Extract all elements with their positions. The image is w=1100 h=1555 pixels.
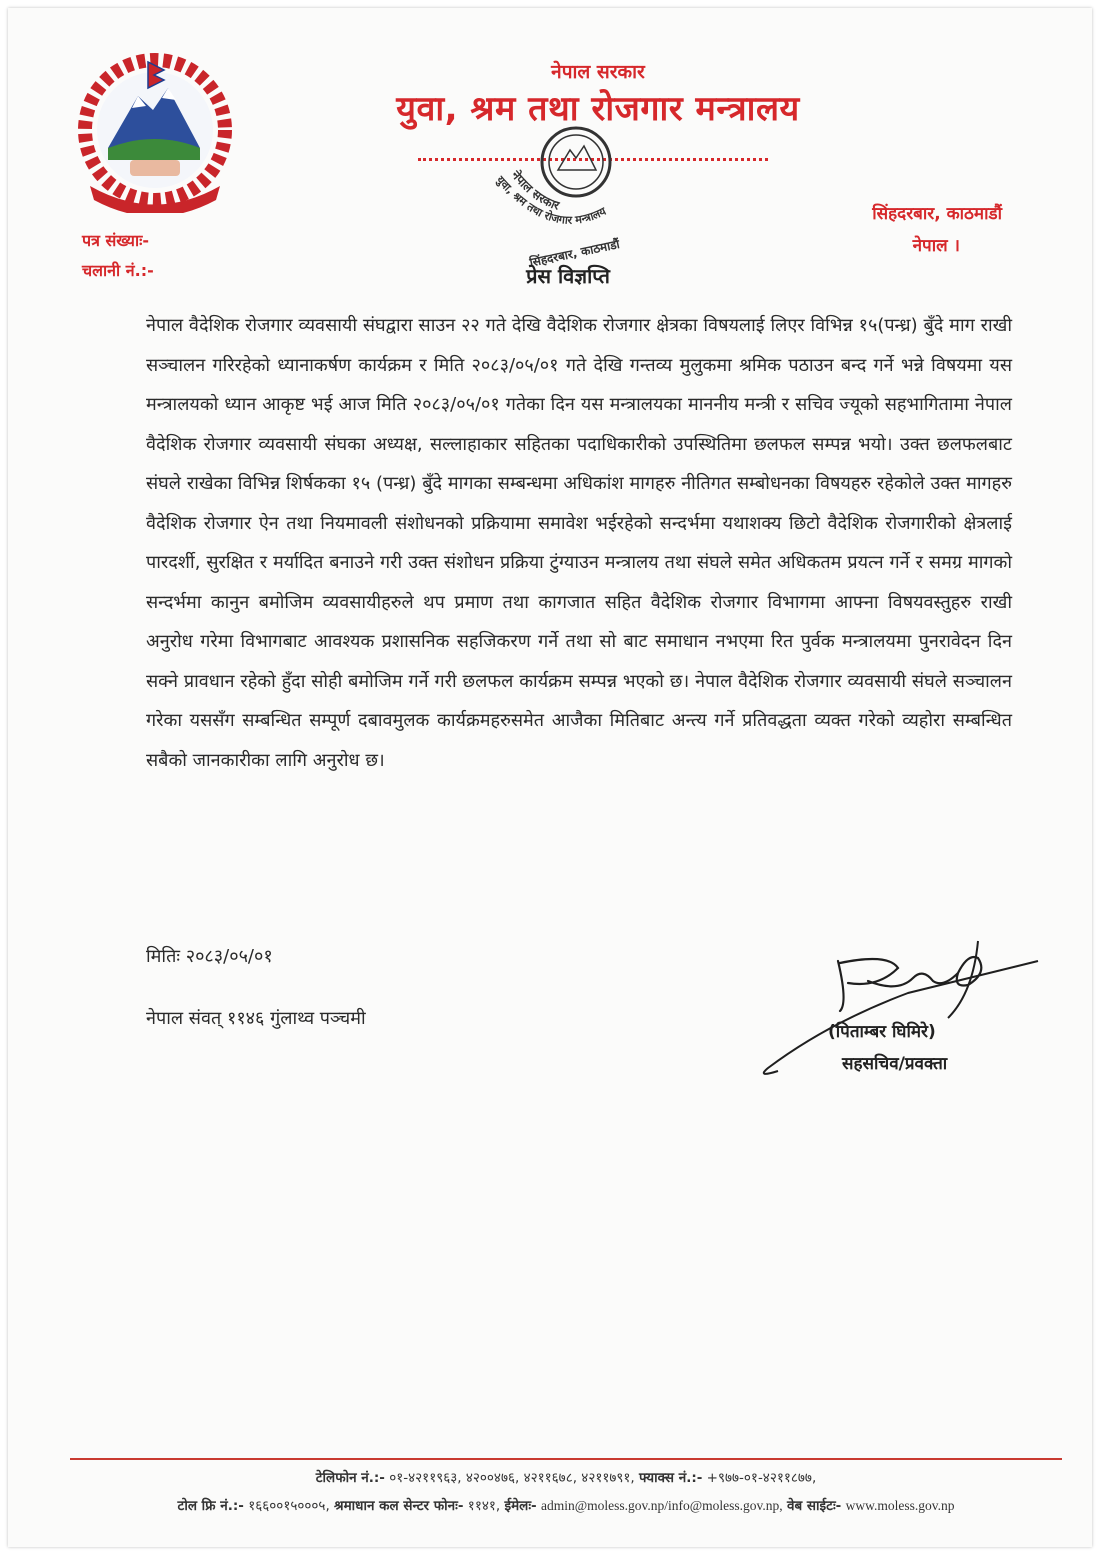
footer-contact-line-1 xyxy=(70,1468,1062,1486)
letter-sheet xyxy=(8,8,1092,1547)
stamp-text-ministry: युवा, श्रम तथा रोजगार मन्त्रालय xyxy=(493,173,609,227)
stamp-text-location: सिंहदरबार, काठमाडौं xyxy=(528,236,621,270)
footer-contact-line-2 xyxy=(70,1496,1062,1514)
nepal-coat-of-arms-icon xyxy=(68,48,243,213)
signatory-block xyxy=(828,1016,1008,1080)
callcenter-number: ११४१, xyxy=(467,1498,501,1514)
government-heading: नेपाल सरकार xyxy=(551,61,645,83)
dispatch-number-label: चलानी नं.:- xyxy=(82,261,154,280)
address-line-1: सिंहदरबार, काठमाडौं xyxy=(872,204,1002,224)
phone-numbers: ०१-४२११९६३, ४२००४७६, ४२११६७८, ४२११७९१, xyxy=(389,1470,635,1486)
issue-date: मितिः २०८३/०५/०१ xyxy=(146,946,273,967)
phone-label: टेलिफोन नं.:- xyxy=(315,1470,385,1486)
ministry-seal-icon xyxy=(476,120,666,270)
press-release-body: नेपाल वैदेशिक रोजगार व्यवसायी संघद्वारा साउन २२ गते देखि वैदेशिक रोजगार क्षेत्रका विषयलाई लिएर विभिन्न १५(पन्ध्र) बुँदे माग राखी सञ्चालन गरिरहेको ध्यानाकर्षण कार्यक्रम र मिति २०८३/०५/०१ गते देखि गन्तव्य मुलुकमा श्रमिक पठाउन बन्द गर्ने भन्ने विषयमा यस मन्त्रालयको ध्यान आकृष्ट भई आज मिति २०८३/०५/०१ गतेका दिन यस मन्त्रालयका माननीय मन्त्री र सचिव ज्यूको सहभागितामा नेपाल वैदेशिक रोजगार व्यवसायी संघका अध्यक्ष, सल्लाहाकार सहितका पदाधिकारीको उपस्थितिमा छलफल सम्पन्न भयो। उक्त छलफलबाट संघले राखेका विभिन्न शिर्षकका १५ (पन्ध्र) बुँदे मागका सम्बन्धमा अधिकांश मागहरु नीतिगत सम्बोधनका विषयहरु रहेकोले उक्त मागहरु वैदेशिक रोजगार ऐन तथा नियमावली संशोधनको प्रक्रियामा समावेश भईरहेको सन्दर्भमा यथाशक्य छिटो वैदेशिक रोजगारीको क्षेत्रलाई पारदर्शी, सुरक्षित र मर्यादित बनाउने गरी उक्त संशोधन प्रक्रिया टुंग्याउन मन्त्रालय तथा संघले समेत अधिकतम प्रयत्न गर्ने र समग्र मागको सन्दर्भमा कानुन बमोजिम व्यवसायीहरुले थप प्रमाण तथा कागजात सहित वैदेशिक रोजगार विभागमा आफ्ना विषयवस्तुहरु राखी अनुरोध गरेमा विभागबाट आवश्यक प्रशासनिक सहजिकरण गर्ने तथा सो बाट समाधान नभएमा रित पुर्वक मन्त्रालयमा पुनरावेदन दिन सक्ने प्रावधान रहेको हुँदा सोही बमोजिम गर्ने गरी छलफल कार्यक्रम सम्पन्न भएको छ। नेपाल वैदेशिक रोजगार व्यवसायी संघले सञ्चालन गरेका यससँग सम्बन्धित सम्पूर्ण दबावमुलक कार्यक्रमहरुसमेत आजैका मितिबाट अन्त्य गर्ने प्रतिवद्धता व्यक्त गरेको व्यहोरा सम्बन्धित सबैको जानकारीका लागि अनुरोध छ। xyxy=(146,315,1012,771)
fax-number: +९७७-०१-४२११८७७, xyxy=(706,1470,817,1486)
nepal-samvat-date: नेपाल संवत् ११४६ गुंलाथ्व पञ्चमी xyxy=(146,1008,366,1029)
fax-label: फ्याक्स नं.:- xyxy=(639,1470,703,1486)
email-address: admin@moless.gov.np/info@moless.gov.np, xyxy=(540,1498,783,1513)
footer-divider xyxy=(70,1458,1062,1460)
tollfree-number: १६६००१५०००५, xyxy=(248,1498,330,1514)
callcenter-label: श्रमाधान कल सेन्टर फोनः- xyxy=(334,1498,464,1514)
signatory-name: (पिताम्बर घिमिरे) xyxy=(828,1022,936,1042)
stamp-text-government: नेपाल सरकार xyxy=(508,168,561,213)
document-title: प्रेस विज्ञप्ति xyxy=(526,264,610,288)
reference-numbers xyxy=(82,226,154,286)
website-url: www.moless.gov.np xyxy=(845,1498,955,1513)
email-label: ईमेलः- xyxy=(504,1498,537,1514)
office-address xyxy=(872,198,1002,262)
letter-number-label: पत्र संख्याः- xyxy=(82,231,149,250)
signatory-designation: सहसचिव/प्रवक्ता xyxy=(842,1054,948,1074)
ministry-heading: युवा, श्रम तथा रोजगार मन्त्रालय xyxy=(396,89,800,129)
website-label: वेब साईटः- xyxy=(786,1498,842,1514)
address-line-2: नेपाल । xyxy=(912,236,960,256)
tollfree-label: टोल फ्रि नं.:- xyxy=(177,1498,244,1514)
